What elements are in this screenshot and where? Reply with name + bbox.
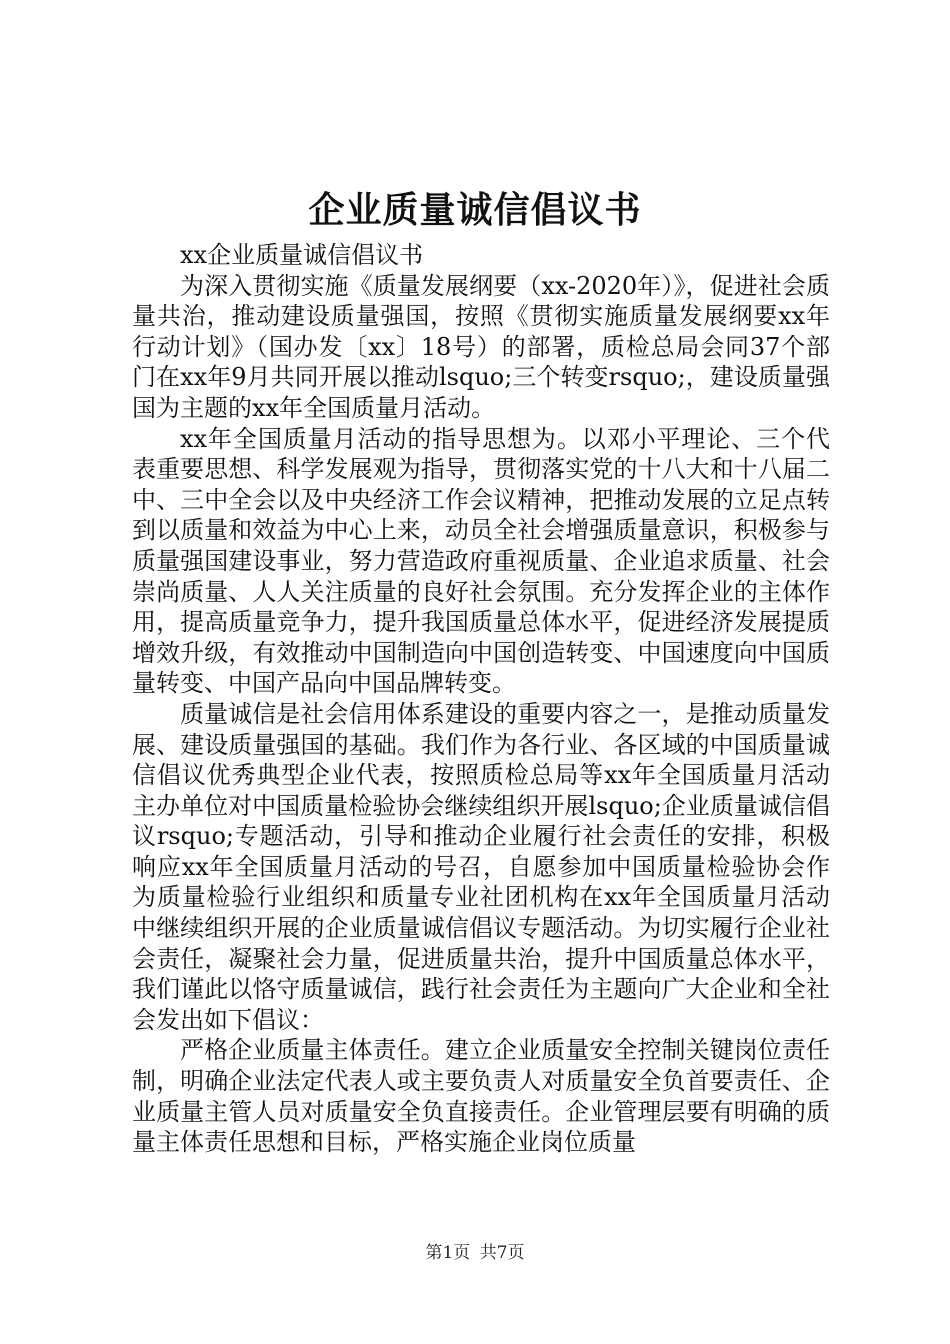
paragraph-subtitle: xx企业质量诚信倡议书 [180, 241, 424, 269]
paragraph: 质量诚信是社会信用体系建设的重要内容之一，是推动质量发展、建设质量强国的基础。我们作为各行业、各区域的中国质量诚信倡议优秀典型企业代表，按照质检总局等xx年全国质量月活动主办单位对中国质量检验协会继续组织开展lsquo;企业质量诚信倡议rsquo;专题活动，引导和推动企业履行社会责任的安排，积极响应xx年全国质量月活动的号召，自愿参加中国质量检验协会作为质量检验行业组织和质量专业社团机构在xx年全国质量月活动中继续组织开展的企业质量诚信倡议专题活动。为切实履行企业社会责任，凝聚社会力量，促进质量共治，提升中国质量总体水平，我们谨此以恪守质量诚信，践行社会责任为主题向广大企业和全社会发出如下倡议： [132, 699, 830, 1034]
paragraph: 为深入贯彻实施《质量发展纲要（xx-2020年）》，促进社会质量共治，推动建设质量强国，按照《贯彻实施质量发展纲要xx年行动计划》（国办发〔xx〕18号）的部署，质检总局会同37个部门在xx年9月共同开展以推动lsquo;三个转变rsquo;，建设质量强国为主题的xx年全国质量月活动。 [132, 271, 830, 422]
page-footer [0, 1242, 950, 1264]
document-body [132, 240, 830, 1158]
paragraph: xx年全国质量月活动的指导思想为。以邓小平理论、三个代表重要思想、科学发展观为指导，贯彻落实党的十八大和十八届二中、三中全会以及中央经济工作会议精神，把推动发展的立足点转到以质量和效益为中心上来，动员全社会增强质量意识，积极参与质量强国建设事业，努力营造政府重视质量、企业追求质量、社会崇尚质量、人人关注质量的良好社会氛围。充分发挥企业的主体作用，提高质量竞争力，提升我国质量总体水平，促进经济发展提质增效升级，有效推动中国制造向中国创造转变、中国速度向中国质量转变、中国产品向中国品牌转变。 [132, 424, 830, 698]
paragraph: 严格企业质量主体责任。建立企业质量安全控制关键岗位责任制，明确企业法定代表人或主要负责人对质量安全负首要责任、企业质量主管人员对质量安全负直接责任。企业管理层要有明确的质量主体责任思想和目标，严格实施企业岗位质量 [132, 1036, 830, 1157]
document-title: 企业质量诚信倡议书 [308, 189, 642, 231]
page-number: 第1页 [425, 1243, 471, 1263]
page-total: 共7页 [479, 1243, 525, 1263]
